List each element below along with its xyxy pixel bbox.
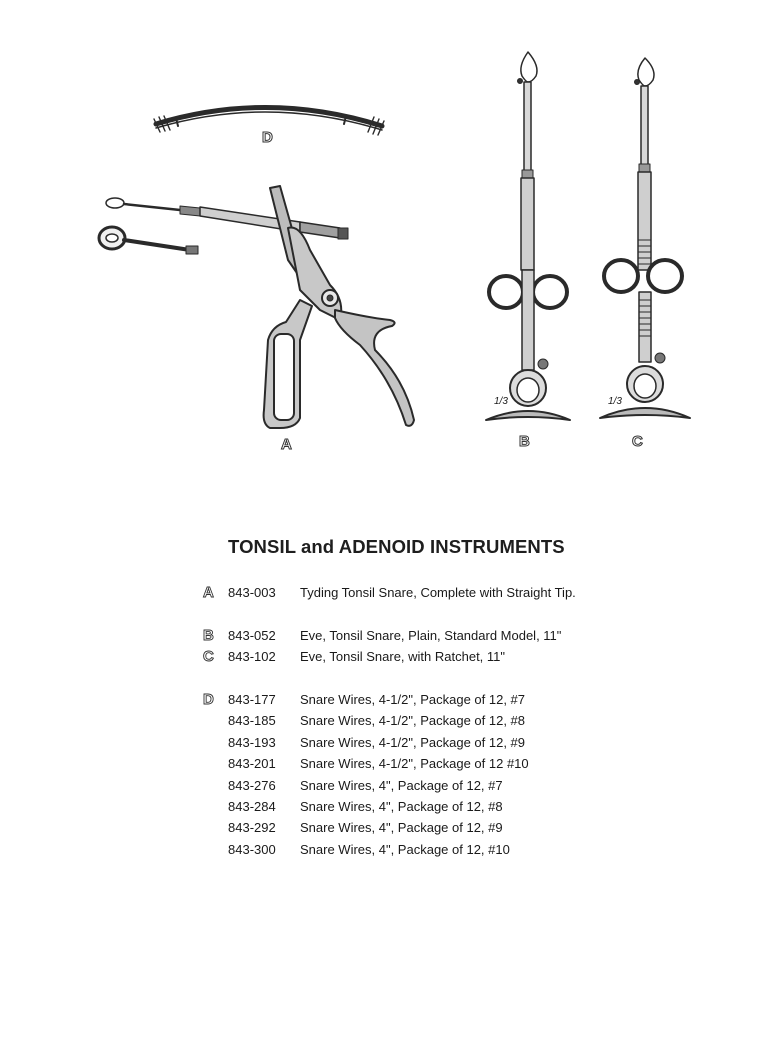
item-letter: D [203,691,214,708]
item-code: 843-185 [228,713,276,728]
item-code: 843-052 [228,628,276,643]
item-code: 843-300 [228,842,276,857]
item-description: Snare Wires, 4-1/2", Package of 12 #10 [300,756,529,771]
item-description: Snare Wires, 4", Package of 12, #8 [300,799,503,814]
item-description: Snare Wires, 4", Package of 12, #9 [300,820,503,835]
item-description: Eve, Tonsil Snare, Plain, Standard Model, 11" [300,628,562,643]
item-description: Tyding Tonsil Snare, Complete with Straight Tip. [300,585,576,600]
figure-label-d: D [262,129,273,146]
item-description: Snare Wires, 4", Package of 12, #7 [300,778,503,793]
figure-label-a: A [281,436,292,453]
item-code: 843-177 [228,692,276,707]
item-description: Snare Wires, 4", Package of 12, #10 [300,842,510,857]
item-code: 843-102 [228,649,276,664]
item-code: 843-292 [228,820,276,835]
item-letter: C [203,648,214,665]
item-description: Snare Wires, 4-1/2", Package of 12, #8 [300,713,526,728]
item-code: 843-276 [228,778,276,793]
item-code: 843-201 [228,756,276,771]
item-code: 843-193 [228,735,276,750]
item-description: Snare Wires, 4-1/2", Package of 12, #9 [300,735,526,750]
item-description: Eve, Tonsil Snare, with Ratchet, 11" [300,649,506,664]
item-description: Snare Wires, 4-1/2", Package of 12, #7 [300,692,526,707]
figure-label-c: C [632,433,643,450]
item-letter: B [203,627,214,644]
item-code: 843-284 [228,799,276,814]
scale-note-b: 1/3 [494,396,508,407]
item-letter: A [203,584,214,601]
scale-note-c: 1/3 [608,396,622,407]
page-title: TONSIL and ADENOID INSTRUMENTS [228,536,565,557]
item-code: 843-003 [228,585,276,600]
figure-label-b: B [519,433,530,450]
